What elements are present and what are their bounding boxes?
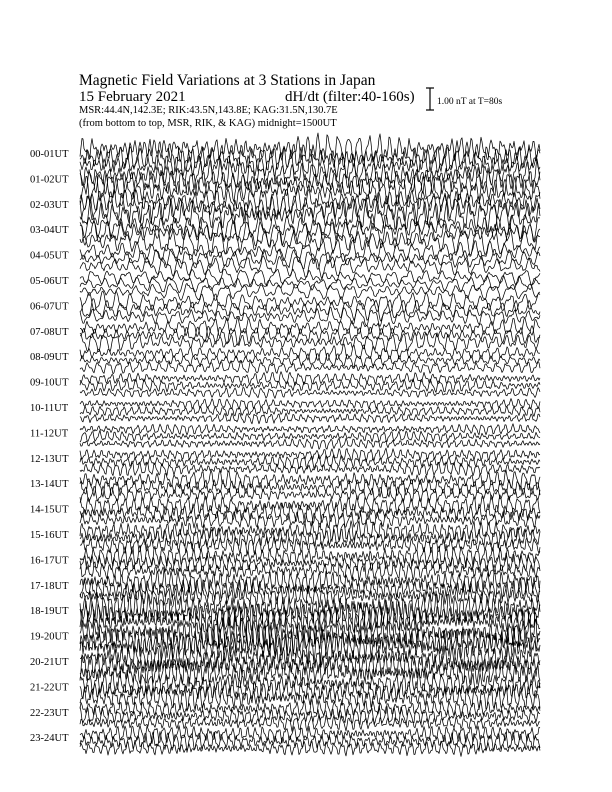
- chart-title: Magnetic Field Variations at 3 Stations in Japan: [79, 72, 376, 89]
- trace-msr-hour-16: [80, 561, 540, 580]
- hour-label: 13-14UT: [30, 479, 69, 491]
- trace-msr-hour-14: [80, 511, 540, 528]
- trace-kag-hour-5: [80, 269, 540, 287]
- hour-label: 10-11UT: [30, 403, 69, 414]
- hour-label: 09-10UT: [30, 377, 69, 389]
- hour-labels: [30, 149, 69, 744]
- trace-kag-hour-8: [80, 344, 540, 361]
- chart-date: 15 February 2021: [79, 89, 186, 105]
- traces: [80, 133, 540, 756]
- trace-kag-hour-10: [80, 399, 540, 410]
- hour-label: 04-05UT: [30, 250, 69, 262]
- trace-rik-hour-8: [80, 353, 540, 367]
- hour-label: 00-01UT: [30, 149, 69, 160]
- hour-label: 05-06UT: [30, 276, 69, 287]
- hour-label: 11-12UT: [30, 428, 69, 440]
- trace-rik-hour-9: [80, 379, 540, 393]
- station-order-note: (from bottom to top, MSR, RIK, & KAG) midnight=1500UT: [79, 118, 337, 129]
- hour-label: 16-17UT: [30, 555, 69, 567]
- hour-label: 02-03UT: [30, 199, 69, 211]
- hour-label: 15-16UT: [30, 530, 69, 541]
- chart-quantity: dH/dt (filter:40-160s): [285, 89, 415, 105]
- hour-label: 14-15UT: [30, 504, 69, 516]
- hour-label: 19-20UT: [30, 631, 69, 643]
- scale-bar-label: 1.00 nT at T=80s: [437, 97, 503, 107]
- hour-label: 07-08UT: [30, 326, 69, 338]
- hour-label: 01-02UT: [30, 174, 69, 186]
- hour-label: 22-23UT: [30, 707, 69, 719]
- trace-kag-hour-9: [80, 372, 540, 386]
- trace-msr-hour-12: [80, 462, 540, 476]
- hour-label: 12-13UT: [30, 453, 69, 465]
- trace-kag-hour-23: [80, 725, 540, 744]
- hour-label: 06-07UT: [30, 301, 69, 313]
- trace-kag-hour-14: [80, 495, 540, 517]
- hour-label: 17-18UT: [30, 580, 69, 592]
- hour-label: 08-09UT: [30, 352, 69, 364]
- trace-rik-hour-10: [80, 406, 540, 417]
- trace-rik-hour-0: [80, 139, 540, 172]
- hour-label: 21-22UT: [30, 682, 69, 694]
- hour-label: 18-19UT: [30, 606, 69, 618]
- trace-msr-hour-10: [80, 413, 540, 424]
- trace-kag-hour-11: [80, 424, 540, 435]
- hour-label: 03-04UT: [30, 225, 69, 237]
- station-coordinates: MSR:44.4N,142.3E; RIK:43.5N,143.8E; KAG:31.5N,130.7E: [79, 105, 338, 116]
- scale-bar: [426, 88, 502, 110]
- hour-label: 20-21UT: [30, 657, 69, 668]
- hour-label: 23-24UT: [30, 733, 69, 745]
